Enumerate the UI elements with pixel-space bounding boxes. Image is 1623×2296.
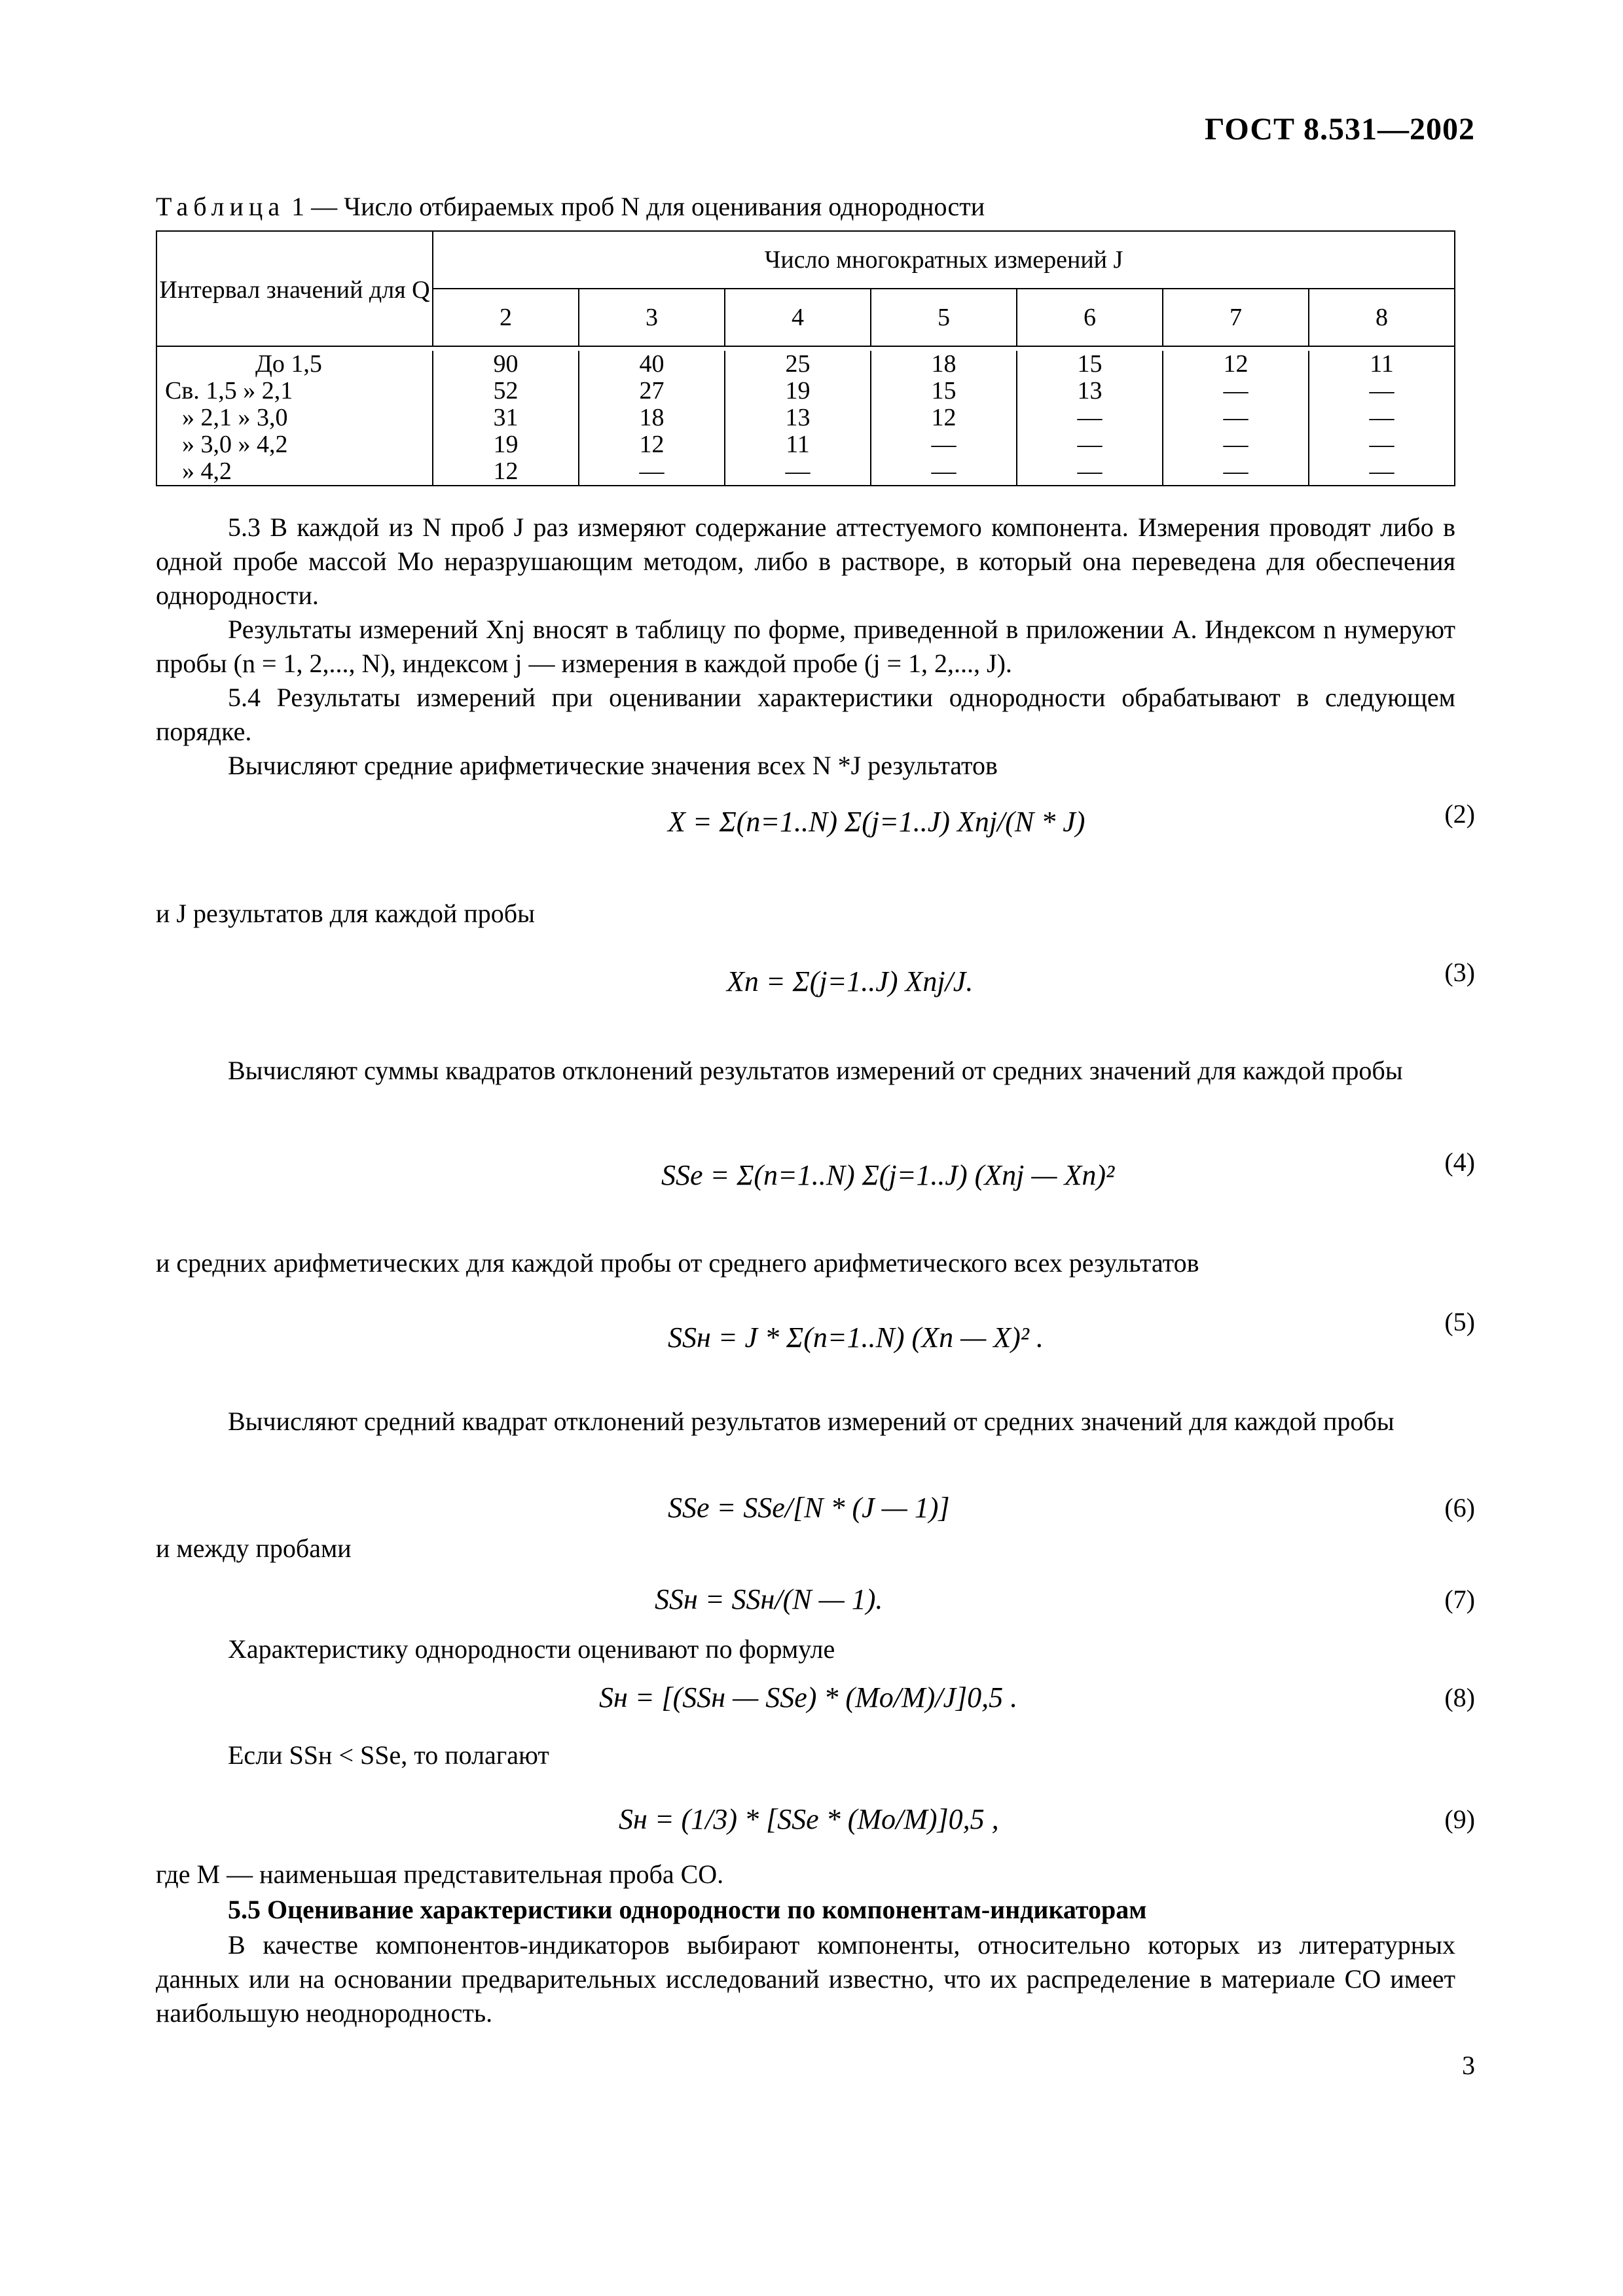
table-cell-value: —	[1017, 431, 1163, 458]
paragraph-sum-squares: Вычисляют суммы квадратов отклонений результатов измерений от средних значений для каждой пробы	[228, 1056, 1403, 1085]
table-column-header: 3	[579, 289, 725, 346]
sample-count-table	[156, 230, 1455, 486]
table-cell-range: » 2,1 » 3,0	[156, 404, 433, 431]
table-header-group: Число многократных измерений J	[433, 231, 1455, 289]
table-column-header: 7	[1163, 289, 1309, 346]
formula-number-8: (8)	[1444, 1683, 1475, 1712]
table-cell-value: 12	[1163, 351, 1309, 378]
paragraph-mean-square: Вычисляют средний квадрат отклонений результатов измерений от средних значений для каждой пробы	[228, 1407, 1395, 1436]
formula-4: SSe = Σ(n=1..N) Σ(j=1..J) (Xnj — Xn)²	[661, 1159, 1115, 1191]
table-cell-value: 13	[1017, 378, 1163, 404]
table-cell-value: —	[1017, 404, 1163, 431]
table-cell-value: 12	[579, 431, 725, 458]
table-column-header: 4	[725, 289, 871, 346]
table-cell-value: 11	[1309, 351, 1455, 378]
formula-2: X = Σ(n=1..N) Σ(j=1..J) Xnj/(N * J)	[668, 806, 1085, 838]
formula-9: Sн = (1/3) * [SSe * (Mо/M)]0,5 ,	[619, 1803, 999, 1835]
formula-6: SSe = SSe/[N * (J — 1)]	[668, 1492, 950, 1524]
paragraph-5-5: В качестве компонентов-индикаторов выбирают компоненты, относительно которых из литературных данных или на основании предварительных исследований известно, что их распределение в материале СО имеет наибольшую неоднородность.	[156, 1930, 1455, 2028]
table-cell-value: 90	[433, 351, 579, 378]
paragraph-5-4-means: Вычисляют средние арифметические значения всех N *J результатов	[228, 751, 998, 780]
table-cell-value: —	[1309, 404, 1455, 431]
table-cell-value: —	[579, 458, 725, 486]
paragraph-means-between: и средних арифметических для каждой пробы от среднего арифметического всех результатов	[156, 1248, 1199, 1278]
table-cell-value: 40	[579, 351, 725, 378]
table-cell-value: 19	[725, 378, 871, 404]
table-column-header: 6	[1017, 289, 1163, 346]
table-column-header: 2	[433, 289, 579, 346]
formula-3: Xn = Σ(j=1..J) Xnj/J.	[727, 965, 974, 997]
paragraph-5-3-results: Результаты измерений Xnj вносят в таблицу по форме, приведенной в приложении А. Индексом n нумеруют пробы (n = 1, 2,..., N), индексом j — измерения в каждой пробе (j = 1, 2,..., J).	[156, 615, 1455, 678]
paragraph-5-3: 5.3 В каждой из N проб J раз измеряют содержание аттестуемого компонента. Измерения проводят либо в одной пробе массой Mо неразрушающим методом, либо в растворе, в который она переведена для обеспечения однородности.	[156, 512, 1455, 610]
formula-number-3: (3)	[1444, 958, 1475, 987]
section-heading-5-5: 5.5 Оценивание характеристики однородности по компонентам-индикаторам	[228, 1895, 1147, 1924]
paragraph-characteristic: Характеристику однородности оценивают по формуле	[228, 1634, 835, 1664]
table-row	[156, 458, 1455, 486]
table-row	[156, 378, 1455, 404]
table-column-header: 5	[871, 289, 1017, 346]
table-cell-value: —	[1309, 431, 1455, 458]
table-cell-value: —	[871, 458, 1017, 486]
formula-number-6: (6)	[1444, 1493, 1475, 1522]
formula-7: SSн = SSн/(N — 1).	[655, 1583, 883, 1615]
table-cell-value: —	[1163, 431, 1309, 458]
table-cell-range: » 3,0 » 4,2	[156, 431, 433, 458]
paragraph-between-samples: и между пробами	[156, 1534, 352, 1563]
table-cell-value: 15	[1017, 351, 1163, 378]
formula-5: SSн = J * Σ(n=1..N) (Xn — X)² .	[668, 1321, 1044, 1354]
paragraph-5-4: 5.4 Результаты измерений при оценивании характеристики однородности обрабатывают в следующем порядке.	[156, 683, 1455, 746]
table-cell-value: —	[1163, 404, 1309, 431]
table-header-interval: Интервал значений для Q	[156, 231, 433, 346]
table-cell-value: 11	[725, 431, 871, 458]
table-caption	[156, 191, 985, 222]
paragraph-each-sample: и J результатов для каждой пробы	[156, 899, 535, 928]
table-cell-value: —	[1017, 458, 1163, 486]
table-caption-text: 1 — Число отбираемых проб N для оценивания однородности	[291, 192, 985, 221]
table-row	[156, 351, 1455, 378]
table-column-header: 8	[1309, 289, 1455, 346]
formula-number-7: (7)	[1444, 1585, 1475, 1614]
formula-number-4: (4)	[1444, 1147, 1475, 1177]
table-cell-value: —	[1309, 378, 1455, 404]
table-cell-value: —	[725, 458, 871, 486]
table-caption-word: Таблица	[156, 192, 285, 221]
table-cell-value: —	[1163, 378, 1309, 404]
table-cell-value: 12	[433, 458, 579, 486]
formula-8: Sн = [(SSн — SSe) * (Mо/M)/J]0,5 .	[599, 1681, 1018, 1713]
table-cell-value: 12	[871, 404, 1017, 431]
page-number: 3	[1462, 2051, 1475, 2080]
formula-number-9: (9)	[1444, 1804, 1475, 1834]
table-cell-value: 13	[725, 404, 871, 431]
table-cell-value: —	[1163, 458, 1309, 486]
table-cell-value: 52	[433, 378, 579, 404]
table-cell-range: До 1,5	[156, 351, 433, 378]
table-cell-value: —	[871, 431, 1017, 458]
table-row	[156, 404, 1455, 431]
table-cell-value: 18	[871, 351, 1017, 378]
formula-number-5: (5)	[1444, 1307, 1475, 1336]
table-cell-value: 31	[433, 404, 579, 431]
table-cell-value: 15	[871, 378, 1017, 404]
table-cell-value: —	[1309, 458, 1455, 486]
table-cell-value: 25	[725, 351, 871, 378]
standard-code: ГОСТ 8.531—2002	[1205, 112, 1475, 147]
formula-number-2: (2)	[1444, 799, 1475, 829]
table-cell-value: 18	[579, 404, 725, 431]
table-row	[156, 431, 1455, 458]
table-cell-value: 19	[433, 431, 579, 458]
table-cell-range: » 4,2	[156, 458, 433, 486]
table-cell-value: 27	[579, 378, 725, 404]
paragraph-condition: Если SSн < SSe, то полагают	[228, 1740, 549, 1770]
paragraph-where: где M — наименьшая представительная проба СО.	[156, 1859, 724, 1889]
table-cell-range: Св. 1,5 » 2,1	[156, 378, 433, 404]
